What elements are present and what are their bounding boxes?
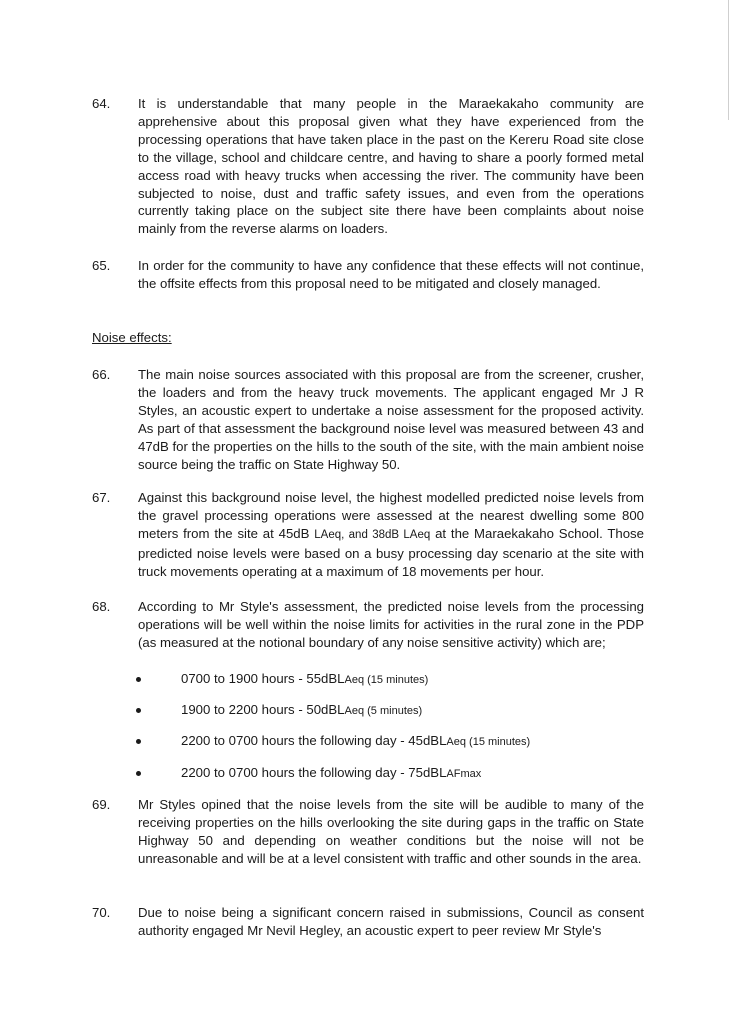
paragraph-67 [92,489,644,581]
bullet-text: 1900 to 2200 hours - 50dBL [181,702,345,717]
page-edge-line [728,0,729,120]
paragraph-text: It is understandable that many people in the Maraekakaho community are apprehensive about this proposal given what they have experienced from the processing operations that have taken place in the past on the Kereru Road site close to the village, school and childcare centre, and having to share a poorly formed metal access road with heavy trucks when accessing the river. The community have been subjected to noise, dust and traffic safety issues, and even from the operations currently taking place on the subject site there have been complaints about noise mainly from the reverse alarms on loaders. [138,96,644,237]
paragraph-text: Mr Styles opined that the noise levels from the site will be audible to many of the receiving properties on the hills overlooking the site during gaps in the traffic on State Highway 50 and depending on weather conditions but the noise will not be unreasonable and will be at a level consistent with traffic and other sounds in the area. [138,797,644,866]
paragraph-number: 65. [92,258,111,273]
paragraph-number: 70. [92,905,111,920]
paragraph-text: Due to noise being a significant concern raised in submissions, Council as consent authority engaged Mr Nevil Hegley, an acoustic expert to peer review Mr Style's [138,905,644,938]
bullet-item [136,670,646,690]
paragraph-65 [92,257,644,293]
paragraph-text: In order for the community to have any confidence that these effects will not continue, the offsite effects from this proposal need to be mitigated and closely managed. [138,258,644,291]
bullet-sub: Aeq (15 minutes) [446,736,531,748]
paragraph-64 [92,95,644,238]
paragraph-text: According to Mr Style's assessment, the predicted noise levels from the processing operations will be well within the noise limits for activities in the rural zone in the PDP (as measured at the notional boundary of any noise sensitive activity) which are; [138,599,644,650]
bullet-dot [136,708,141,713]
bullet-item [136,701,646,721]
bullet-dot [136,771,141,776]
bullet-sub: Aeq (15 minutes) [344,674,429,686]
paragraph-text-part: at the Maraekakaho School. Those predicted noise levels were based on a busy processing day scenario at the site with truck movements operating at a maximum of 18 movements per hour. [138,525,644,579]
bullet-sub: AFmax [446,768,482,780]
section-heading: Noise effects: [92,330,172,345]
paragraph-66 [92,366,644,473]
paragraph-69 [92,796,644,868]
paragraph-text: The main noise sources associated with this proposal are from the screener, crusher, the loaders and from the heavy truck movements. The applicant engaged Mr J R Styles, an acoustic expert to undertake a noise assessment for the proposed activity. As part of that assessment the background noise level was measured between 43 and 47dB for the properties on the hills to the south of the site, with the main ambient noise source being the traffic on State Highway 50. [138,367,644,472]
paragraph-number: 68. [92,599,111,614]
bullet-dot [136,739,141,744]
paragraph-70 [92,904,644,940]
bullet-text: 0700 to 1900 hours - 55dBL [181,671,345,686]
bullet-item [136,732,646,752]
bullet-dot [136,677,141,682]
bullet-text: 2200 to 0700 hours the following day - 75dBL [181,765,447,780]
paragraph-text-part: Against this background noise level, the highest modelled predicted noise levels from the gravel processing operations were assessed at the nearest dwelling some 800 meters from the site at 45dB [138,490,644,541]
paragraph-number: 69. [92,797,111,812]
paragraph-number: 64. [92,96,111,111]
laeq-values: LAeq, and 38dB LAeq [314,528,431,541]
paragraph-68 [92,598,644,652]
paragraph-number: 67. [92,490,111,505]
bullet-text: 2200 to 0700 hours the following day - 45dBL [181,733,447,748]
paragraph-text [138,489,644,581]
paragraph-number: 66. [92,367,111,382]
bullet-item [136,764,646,784]
bullet-sub: Aeq (5 minutes) [344,705,423,717]
